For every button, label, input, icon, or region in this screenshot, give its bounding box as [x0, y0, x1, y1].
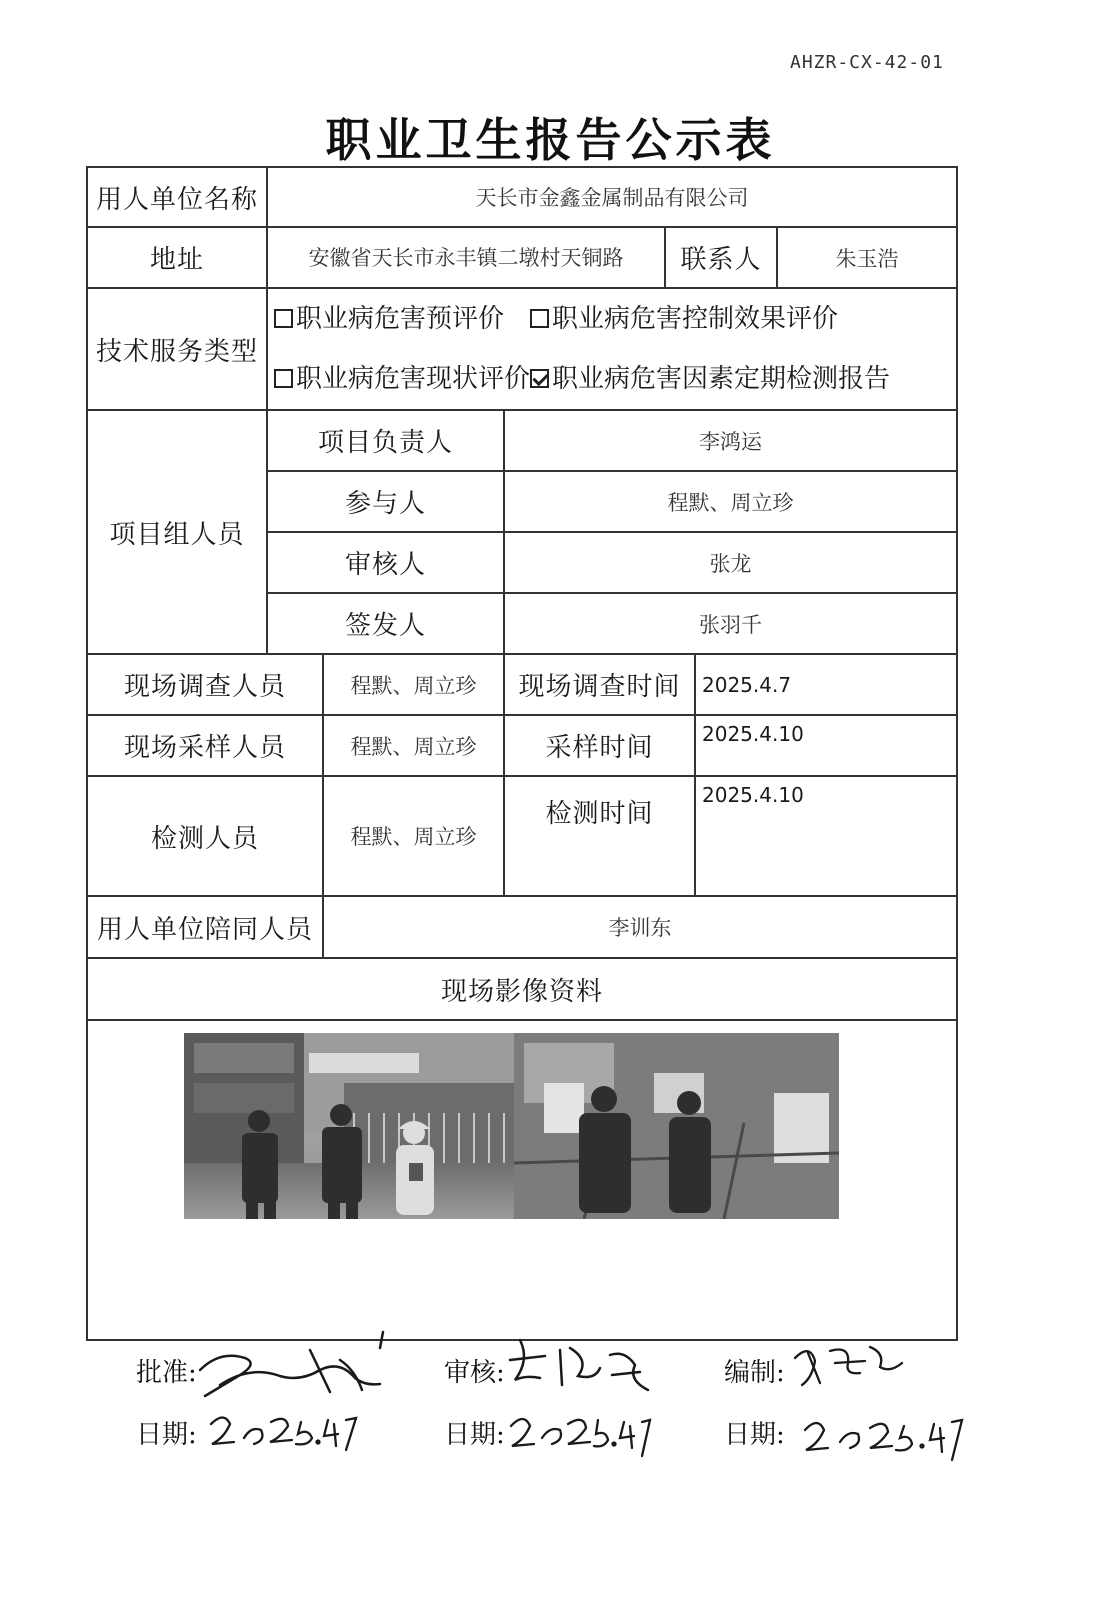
compile-signed-date — [800, 1410, 970, 1465]
employer-label: 用人单位名称 — [87, 167, 267, 227]
project-team-label: 项目组人员 — [87, 410, 267, 654]
survey-time-label: 现场调查时间 — [504, 654, 695, 715]
address-label: 地址 — [87, 227, 267, 288]
row-accompany — [87, 896, 957, 958]
compile-label: 编制: — [724, 1358, 785, 1388]
tech-service-label: 技术服务类型 — [87, 288, 267, 410]
testing-personnel-label: 检测人员 — [87, 776, 323, 896]
approve-signed-date — [206, 1406, 366, 1456]
address-value: 安徽省天长市永丰镇二墩村天铜路 — [267, 227, 665, 288]
team-role-issuer: 签发人 — [267, 593, 504, 654]
checkbox-pre-evaluation[interactable] — [274, 309, 293, 328]
review-label: 审核: — [444, 1358, 505, 1388]
review-signed-date — [506, 1406, 656, 1461]
document-code: AHZR-CX-42-01 — [790, 52, 944, 73]
row-survey — [87, 654, 957, 715]
employer-value: 天长市金鑫金属制品有限公司 — [267, 167, 957, 227]
option-pre-evaluation[interactable]: 职业病危害预评价 — [274, 304, 504, 334]
contact-label: 联系人 — [665, 227, 777, 288]
survey-time-value: 2025.4.7 — [695, 654, 957, 715]
team-name-participant: 程默、周立珍 — [504, 471, 957, 532]
review-date-label: 日期: — [444, 1420, 505, 1450]
row-sampling — [87, 715, 957, 776]
approve-date-label: 日期: — [136, 1420, 197, 1450]
team-role-participant: 参与人 — [267, 471, 504, 532]
testing-time-value: 2025.4.10 — [695, 776, 957, 896]
tech-service-options — [267, 288, 957, 410]
survey-personnel-label: 现场调查人员 — [87, 654, 323, 715]
testing-personnel-value: 程默、周立珍 — [323, 776, 504, 896]
sampling-personnel-label: 现场采样人员 — [87, 715, 323, 776]
tech-line-1 — [268, 289, 956, 349]
row-images — [87, 1020, 957, 1340]
option-control-effect[interactable]: 职业病危害控制效果评价 — [530, 304, 838, 334]
approve-signature — [190, 1330, 390, 1410]
sampling-time-label: 采样时间 — [504, 715, 695, 776]
option-status-evaluation[interactable]: 职业病危害现状评价 — [274, 364, 530, 394]
row-tech-service — [87, 288, 957, 410]
team-role-reviewer: 审核人 — [267, 532, 504, 593]
row-team-leader — [87, 410, 957, 471]
photo-cell — [87, 1020, 957, 1340]
testing-time-label: 检测时间 — [504, 776, 695, 896]
checkbox-periodic-testing-checked[interactable] — [530, 369, 549, 388]
team-name-leader: 李鸿运 — [504, 410, 957, 471]
page-title: 职业卫生报告公示表 — [325, 113, 776, 167]
checkbox-control-effect[interactable] — [530, 309, 549, 328]
accompany-label: 用人单位陪同人员 — [87, 896, 323, 958]
survey-personnel-value: 程默、周立珍 — [323, 654, 504, 715]
option-periodic-testing[interactable]: 职业病危害因素定期检测报告 — [530, 364, 890, 394]
team-name-reviewer: 张龙 — [504, 532, 957, 593]
accompany-value: 李训东 — [323, 896, 957, 958]
site-photo — [184, 1033, 839, 1219]
approve-label: 批准: — [136, 1358, 197, 1388]
sampling-personnel-value: 程默、周立珍 — [323, 715, 504, 776]
row-address — [87, 227, 957, 288]
row-employer — [87, 167, 957, 227]
compile-signature — [790, 1333, 910, 1393]
site-photo-image — [184, 1033, 839, 1219]
images-label: 现场影像资料 — [87, 958, 957, 1020]
review-signature — [500, 1330, 660, 1405]
team-role-leader: 项目负责人 — [267, 410, 504, 471]
compile-date-label: 日期: — [724, 1420, 785, 1450]
sampling-time-value: 2025.4.10 — [695, 715, 957, 776]
checkbox-status-evaluation[interactable] — [274, 369, 293, 388]
row-images-header — [87, 958, 957, 1020]
tech-line-2 — [268, 349, 956, 409]
team-name-issuer: 张羽千 — [504, 593, 957, 654]
row-testing — [87, 776, 957, 896]
report-form — [86, 166, 958, 1341]
contact-value: 朱玉浩 — [777, 227, 957, 288]
